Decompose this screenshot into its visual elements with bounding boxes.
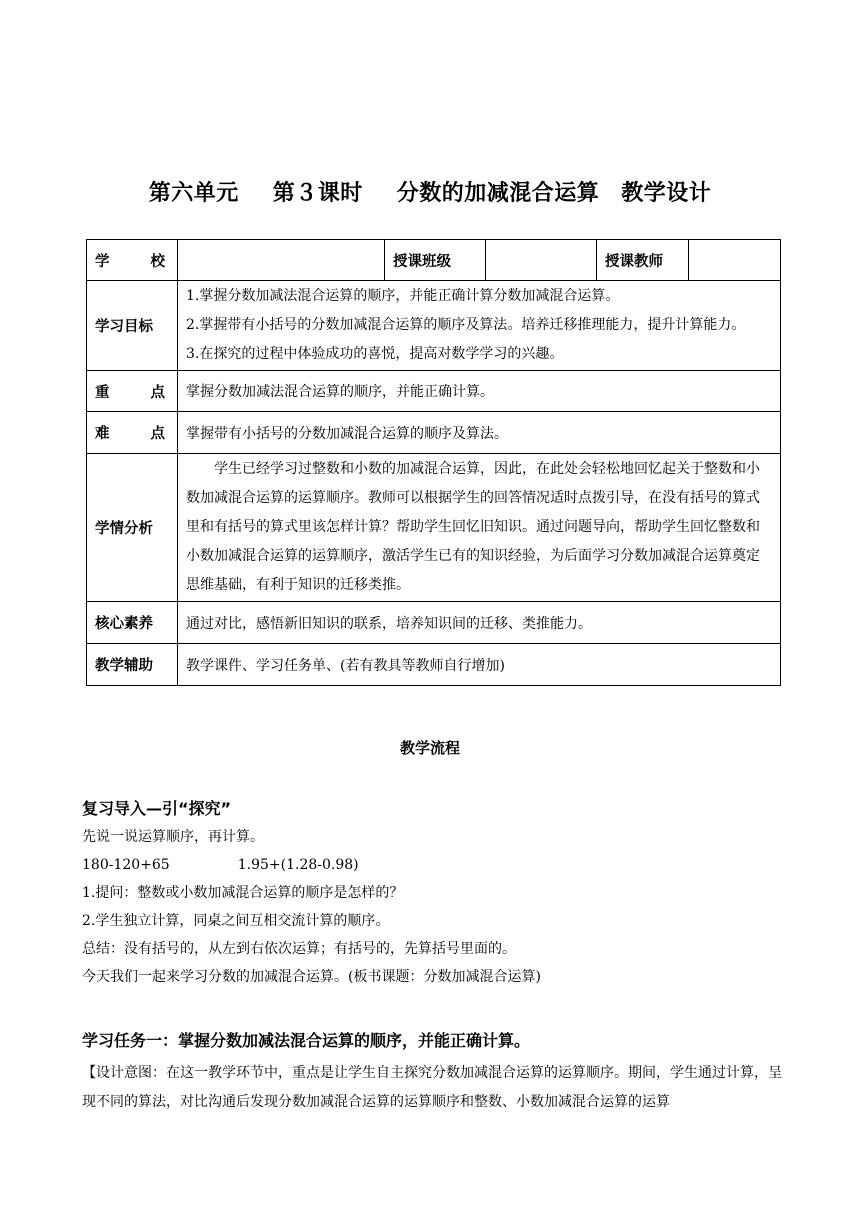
document-title	[0, 176, 860, 207]
task1-heading: 学习任务一：掌握分数加减法混合运算的顺序，并能正确计算。	[82, 1031, 531, 1050]
key-point-label: 重 点	[87, 371, 178, 412]
review-question-1: 1.提问：整数或小数加减混合运算的顺序是怎样的？	[82, 885, 404, 901]
title-unit: 第六单元	[148, 181, 239, 206]
class-label: 授课班级	[385, 240, 486, 281]
key-point-text: 掌握分数加减法混合运算的顺序，并能正确计算。	[178, 371, 781, 412]
objective-item: 1.掌握分数加减法混合运算的顺序，并能正确计算分数加减混合运算。	[186, 288, 620, 304]
review-intro: 先说一说运算顺序，再计算。	[82, 829, 264, 845]
title-suffix: 教学设计	[621, 181, 712, 206]
title-lesson: 第３课时	[272, 181, 363, 206]
review-summary: 总结：没有括号的，从左到右依次运算；有括号的，先算括号里面的。	[82, 941, 516, 957]
school-value	[178, 240, 385, 281]
core-text: 通过对比，感悟新旧知识的联系，培养知识间的迁移、类推能力。	[178, 602, 781, 644]
task1-section	[82, 1027, 782, 1117]
analysis-label: 学情分析	[87, 454, 178, 602]
calc-expression-1: 180-120+65	[82, 857, 170, 873]
objectives-label: 学习目标	[87, 281, 178, 371]
difficulty-text: 掌握带有小括号的分数加减混合运算的顺序及算法。	[178, 412, 781, 454]
objective-item: 2.掌握带有小括号的分数加减混合运算的顺序及算法。培养迁移推理能力，提升计算能力。	[186, 317, 746, 333]
table-row-difficulty	[87, 412, 781, 454]
aids-text: 教学课件、学习任务单、(若有教具等教师自行增加)	[178, 644, 781, 686]
difficulty-label: 难 点	[87, 412, 178, 454]
table-row-key-point	[87, 371, 781, 412]
table-row-aids	[87, 644, 781, 686]
review-calculations	[82, 851, 782, 879]
review-question-2: 2.学生独立计算，同桌之间互相交流计算的顺序。	[82, 913, 390, 929]
table-row-objectives	[87, 281, 781, 371]
flow-title: 教学流程	[399, 739, 460, 757]
table-row-core	[87, 602, 781, 644]
review-section	[82, 795, 782, 991]
review-today: 今天我们一起来学习分数的加减混合运算。(板书课题：分数加减混合运算)	[82, 969, 541, 985]
core-label: 核心素养	[87, 602, 178, 644]
table-row-school	[87, 240, 781, 281]
teacher-value	[689, 240, 781, 281]
objectives-cell	[178, 281, 781, 371]
lesson-info-table	[86, 239, 781, 686]
title-topic: 分数的加减混合运算	[396, 181, 600, 206]
table-row-analysis	[87, 454, 781, 602]
objective-item: 3.在探究的过程中体验成功的喜悦，提高对数学学习的兴趣。	[186, 346, 564, 362]
task1-design-intent: 【设计意图：在这一教学环节中，重点是让学生自主探究分数加减混合运算的运算顺序。期间，学生通过计算，呈现不同的算法，对比沟通后发现分数加减混合运算的运算顺序和整数、小数加减混合运算的运算	[82, 1065, 782, 1110]
school-label: 学 校	[87, 240, 178, 281]
analysis-text: 学生已经学习过整数和小数的加减混合运算，因此，在此处会轻松地回忆起关于整数和小数加减混合运算的运算顺序。教师可以根据学生的回答情况适时点拨引导，在没有括号的算式里和有括号的算式里该怎样计算？帮助学生回忆旧知识。通过问题导向，帮助学生回忆整数和小数加减混合运算的运算顺序，激活学生已有的知识经验，为后面学习分数加减混合运算奠定思维基础，有利于知识的迁移类推。	[178, 454, 781, 602]
review-heading: 复习导入—引“探究”	[82, 799, 232, 818]
aids-label: 教学辅助	[87, 644, 178, 686]
class-value	[486, 240, 597, 281]
teacher-label: 授课教师	[597, 240, 689, 281]
calc-expression-2: 1.95+(1.28-0.98)	[237, 857, 359, 873]
